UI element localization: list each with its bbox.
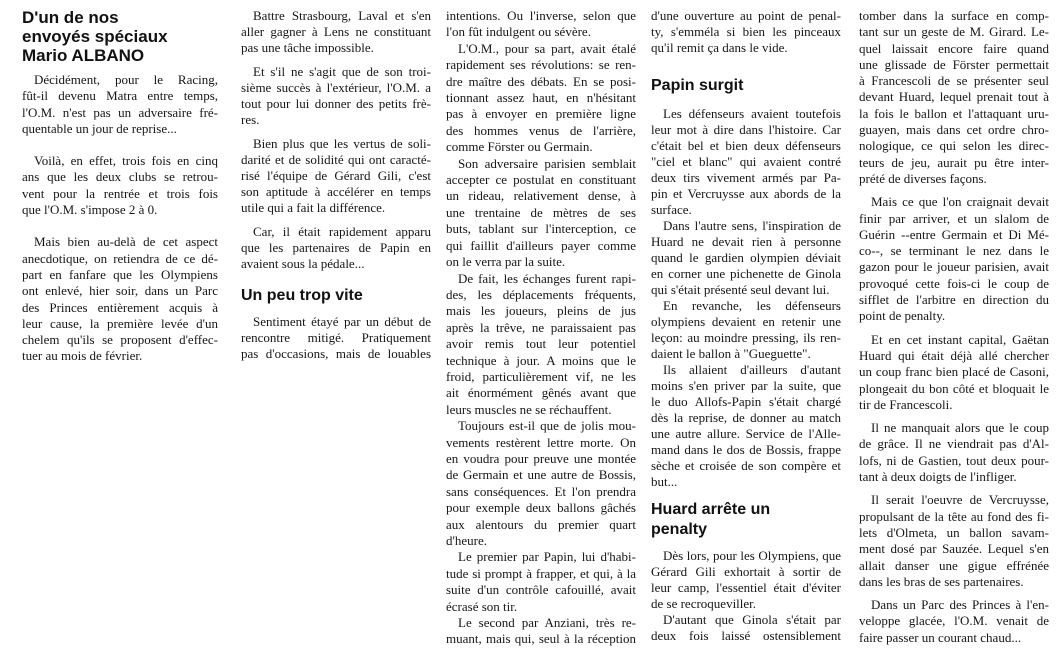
paragraph: [446, 615, 636, 648]
text-line: tant sur un geste de M. Girard. Le-: [859, 24, 1049, 40]
text-line: quentable un jour de reprise...: [22, 120, 177, 136]
text-line: c'était bel et bien deux défenseurs: [651, 138, 841, 153]
text-line: tant à deux doigts de l'infliger.: [859, 469, 1017, 485]
paragraph: [859, 420, 1049, 485]
heading-line: envoyés spéciaux: [22, 27, 168, 46]
text-line: qu'il remit ça dans le vide.: [651, 40, 788, 55]
text-line: aux alentours du premier quart: [446, 516, 636, 532]
text-line: Battre Strasbourg, Laval et s'en: [253, 8, 431, 23]
text-line: suite d'un contrôle cafouillé, avait: [446, 582, 636, 598]
text-line: teurs de jeu, aurait pu être inter-: [859, 154, 1049, 170]
text-line: après la trêve, ne paraissaient pas: [446, 319, 636, 335]
text-line: tuer au mois de février.: [22, 348, 143, 364]
text-line: Il ne manquait alors que le coup: [871, 420, 1049, 436]
paragraph: [22, 234, 218, 364]
heading-line: Papin surgit: [651, 77, 744, 94]
text-line: D'autant que Ginola s'était par: [663, 612, 841, 627]
text-line: Dans l'autre sens, l'inspiration de: [663, 218, 841, 233]
text-line: lets d'Olmeta, un ballon savam-: [859, 524, 1049, 540]
heading-line: Un peu trop vite: [241, 287, 363, 304]
text-line: un rideau, relativement dense, à: [446, 188, 636, 204]
text-line: Toujours est-il que de jolis mou-: [458, 418, 636, 434]
paragraph: [241, 8, 431, 56]
text-line: Dans un Parc des Princes à l'en-: [871, 597, 1049, 613]
text-line: Le second par Anziani, très re-: [458, 615, 636, 631]
paragraph: [22, 72, 218, 137]
text-line: utile qui a fait la différence.: [241, 200, 386, 215]
text-line: nologique, ce qui selon les direc-: [859, 138, 1049, 154]
text-line: la fois le ballon et l'attaquant uru-: [859, 105, 1049, 121]
text-line: guayen, mais dans cet ordre chro-: [859, 122, 1049, 138]
text-line: deux tirs vivement armés par Pa-: [651, 170, 841, 185]
text-line: sième succès à l'extérieur, l'O.M. a: [241, 80, 431, 95]
paragraph: [859, 8, 1049, 187]
text-line: dès la reprise, de donner au match: [651, 410, 841, 425]
text-line: gazon pour le joueur parisien, avait: [859, 259, 1049, 275]
text-line: Dès lors, pour les Olympiens, que: [663, 548, 841, 563]
text-line: d'heure.: [446, 533, 487, 548]
text-line: De fait, les échanges furent rapi-: [458, 270, 636, 286]
text-line: Sentiment étayé par un début de: [253, 314, 431, 329]
text-line: provoqué cette fois-ci le coup de: [859, 275, 1049, 291]
text-line: sifflet de l'arbitre en direction du: [859, 292, 1049, 308]
text-line: un coup franc bien placé de Casoni,: [859, 364, 1049, 380]
text-line: en voudra pour preuve une montée: [446, 450, 636, 466]
text-line: allait danser une gigue effrénée: [859, 557, 1049, 573]
text-line: leur mot à dire dans l'histoire. Car: [651, 122, 841, 137]
text-line: des, les déplacements fréquents,: [446, 286, 636, 302]
text-line: leur cause, la première levée d'un: [22, 315, 218, 331]
text-line: leurs muscles ne se réchauffent.: [446, 401, 612, 417]
paragraph: [859, 597, 1049, 646]
text-line: pas à envoyer en première ligne: [446, 106, 636, 122]
paragraph: [241, 314, 431, 362]
text-line: moins s'en priver par la suite, que: [651, 378, 841, 393]
text-line: froid, particulièrement vif, ne les: [446, 368, 636, 384]
heading-line: D'un de nos: [22, 8, 119, 27]
text-line: risé l'équipe de Gérard Gili, c'est: [241, 168, 431, 183]
text-line: on le verra par la suite.: [446, 254, 566, 270]
text-line: Les défenseurs avaient toutefois: [663, 106, 841, 121]
text-line: veloppe glacée, l'O.M. venait de: [859, 613, 1049, 629]
text-line: dre maître des débats. En se posi-: [446, 73, 636, 89]
paragraph: [651, 362, 841, 490]
text-line: but...: [651, 474, 678, 489]
text-line: chelem qu'ils se proposent d'effec-: [22, 332, 218, 348]
section-heading: [651, 500, 841, 540]
text-line: comme Förster ou Germain.: [446, 139, 593, 155]
article-column: [241, 8, 431, 362]
text-line: vent pour la rentrée et trois fois: [22, 185, 218, 201]
text-line: pour exemple deux ballons gâchés: [446, 500, 636, 516]
text-line: mand dans le dos de Bossis, frappe: [651, 442, 841, 457]
paragraph: [651, 548, 841, 612]
paragraph: [859, 492, 1049, 590]
text-line: Ils allaient d'ailleurs d'autant: [663, 362, 841, 377]
text-line: dans les bras de ses partenaires.: [859, 573, 1024, 589]
text-line: une glissade de Förster permettait: [859, 56, 1049, 72]
heading-line: Mario ALBANO: [22, 46, 145, 65]
text-line: En revanche, les défenseurs: [663, 298, 841, 313]
article-column: [859, 8, 1049, 646]
text-line: Il serait l'oeuvre de Vercruysse,: [871, 492, 1049, 508]
byline: [22, 8, 218, 65]
text-line: que les partenaires de Papin en: [241, 240, 431, 255]
text-line: l'on fût indulgent ou sévère.: [446, 24, 591, 40]
article-column: [651, 8, 841, 644]
text-line: surface.: [651, 202, 692, 217]
text-line: Son adversaire parisien semblait: [458, 155, 636, 171]
paragraph: [22, 153, 218, 218]
text-line: aller gagner à Lens ne constituant: [241, 24, 431, 39]
paragraph: [651, 218, 841, 298]
text-line: d'une ouverture au point de penal-: [651, 8, 841, 23]
text-line: Huard qui était déjà allé chercher: [859, 347, 1049, 363]
text-line: quand le gardien olympien déviait: [651, 250, 841, 265]
paragraph: [651, 612, 841, 644]
text-line: avoir remis tout leur potentiel: [446, 336, 636, 352]
paragraph: [651, 8, 841, 56]
text-line: anecdotique, on retiendra de ce dé-: [22, 250, 218, 266]
text-line: propulsant de la tête au fond des fi-: [859, 508, 1049, 524]
paragraph: [241, 136, 431, 216]
text-line: sèche et croisée de son compère et: [651, 458, 841, 473]
text-line: daient le ballon à "Gueguette".: [651, 346, 811, 361]
text-line: deux fois laissé ostensiblement: [651, 628, 841, 643]
text-line: rencontre mitigé. Pratiquement: [241, 330, 431, 345]
heading-line: penalty: [651, 521, 708, 538]
text-line: une trentaine de mètres de ses: [446, 204, 636, 220]
text-line: res.: [241, 112, 260, 127]
text-line: tionnant assez haut, en n'hésitant: [446, 90, 636, 106]
text-line: tude si prompt à frapper, et qui, à la: [446, 565, 636, 581]
text-line: lofs, ni de Gastien, tout deux pour-: [859, 452, 1049, 468]
paragraph: [651, 106, 841, 218]
paragraph: [859, 332, 1049, 413]
text-line: intentions. Ou l'inverse, selon que: [446, 8, 636, 23]
paragraph: [446, 8, 636, 41]
text-line: qui s'était présenté seul devant lui.: [651, 282, 830, 297]
text-line: avaient sous la pédale...: [241, 256, 365, 271]
text-line: L'O.M., pour sa part, avait étalé: [458, 40, 636, 56]
section-heading: [241, 286, 431, 306]
text-line: Guérin --entre Germain et Di Mé-: [859, 226, 1049, 242]
text-line: olympiens devaient en retenir une: [651, 314, 841, 329]
text-line: co--, se terminant le nez dans le: [859, 243, 1049, 259]
text-line: accepter ce postulat en constituant: [446, 172, 636, 188]
text-line: ait énormément gênés avant que: [446, 385, 636, 401]
text-line: Car, il était rapidement apparu: [253, 224, 431, 239]
text-line: de se recroqueviller.: [651, 596, 757, 611]
text-line: sans conséquences. Et l'on prendra: [446, 483, 636, 499]
text-line: mais les joueurs, pleins de jus: [446, 303, 636, 319]
text-line: tomber dans la surface en comp-: [859, 8, 1049, 23]
text-line: Et en cet instant capital, Gaëtan: [871, 331, 1049, 347]
text-line: l'O.M. n'est pas un adversaire fré-: [22, 104, 218, 120]
text-line: technique à jour. A moins que le: [446, 352, 636, 368]
text-line: Voilà, en effet, trois fois en cinq: [34, 153, 218, 169]
text-line: prété de diverses façons.: [859, 170, 987, 186]
paragraph: [446, 418, 636, 549]
paragraph: [446, 41, 636, 156]
paragraph: [446, 156, 636, 271]
text-line: à Francescoli de se présenter seul: [859, 73, 1049, 89]
text-line: darité et de solidité qui ont caracté-: [241, 152, 431, 167]
section-heading: [651, 76, 841, 96]
text-line: pas une tâche impossible.: [241, 40, 374, 55]
text-line: des Princes entièrement acquis à: [22, 299, 218, 315]
text-line: qui faillit d'ailleurs payer comme: [446, 237, 636, 253]
text-line: Mais bien au-delà de cet aspect: [34, 234, 218, 250]
text-line: de grâce. Il ne viendrait pas d'Al-: [859, 436, 1049, 452]
text-line: ans que les deux clubs se retrou-: [22, 169, 218, 185]
text-line: une autre allure. Service de l'Alle-: [651, 426, 841, 441]
paragraph: [241, 224, 431, 272]
text-line: Huard ne devait rien à personne: [651, 234, 841, 249]
text-line: tir de Francescoli.: [859, 396, 953, 412]
text-line: Mais ce que l'on craignait devait: [871, 194, 1049, 210]
text-line: Et s'il ne s'agit que de son troi-: [253, 64, 431, 79]
text-line: Bien plus que les vertus de soli-: [253, 136, 431, 151]
text-line: Décidément, pour le Racing,: [34, 72, 218, 87]
heading-line: Huard arrête un: [651, 501, 771, 518]
text-line: tout pour lui donner des petits frè-: [241, 96, 431, 111]
text-line: le duo Allofs-Papin s'était chargé: [651, 394, 841, 409]
text-line: muant, mais qui, seul à la réception: [446, 631, 636, 647]
paragraph: [446, 549, 636, 615]
text-line: "ciel et blanc" qui avaient contré: [651, 154, 841, 169]
text-line: Le premier par Papin, lui d'habi-: [458, 549, 636, 565]
article-column: [22, 8, 218, 365]
text-line: ment dosé par Sauzée. Lequel s'en: [859, 541, 1049, 557]
text-line: faire passer un courant chaud...: [859, 629, 1022, 645]
paragraph: [651, 298, 841, 362]
text-line: que l'O.M. s'impose 2 à 0.: [22, 202, 158, 218]
text-line: rapidement ses révolutions: se ren-: [446, 57, 636, 73]
text-line: Gérard Gili exhortait à sortir de: [651, 564, 841, 579]
text-line: pin et Vercruysse aux abords de la: [651, 186, 841, 201]
text-line: fût-il devenu Matra entre temps,: [22, 88, 218, 104]
text-line: pas d'occasions, mais de louables: [241, 346, 431, 361]
text-line: finir par arriver, et un slalom de: [859, 210, 1049, 226]
text-line: part en fanfare que les Olympiens: [22, 266, 218, 282]
paragraph: [241, 64, 431, 128]
text-line: ont enlevé, hier soir, dans un Parc: [22, 283, 218, 299]
paragraph: [446, 271, 636, 419]
text-line: quel laissait encore faire quand: [859, 40, 1049, 56]
text-line: ty, s'emméla si bien les pinceaux: [651, 24, 841, 39]
paragraph: [859, 194, 1049, 324]
text-line: vements restèrent lettre morte. On: [446, 434, 636, 450]
text-line: son aptitude à accélérer en temps: [241, 184, 431, 199]
text-line: plongeait du bon côté et bloquait le: [859, 380, 1049, 396]
text-line: buts, tablant sur l'interception, ce: [446, 221, 636, 237]
text-line: point de penalty.: [859, 308, 946, 324]
text-line: écrasé son tir.: [446, 598, 518, 614]
article-column: [446, 8, 636, 648]
text-line: leur camp, l'essentiel était d'éviter: [651, 580, 841, 595]
text-line: devant Huard, lequel prenait tout à: [859, 89, 1049, 105]
text-line: leçon: au moindre pressing, ils ren-: [651, 330, 841, 345]
text-line: de Germain et une autre de Bossis,: [446, 467, 636, 483]
text-line: des hommes venus de l'arrière,: [446, 122, 636, 138]
text-line: en corner une pichenette de Ginola: [651, 266, 841, 281]
